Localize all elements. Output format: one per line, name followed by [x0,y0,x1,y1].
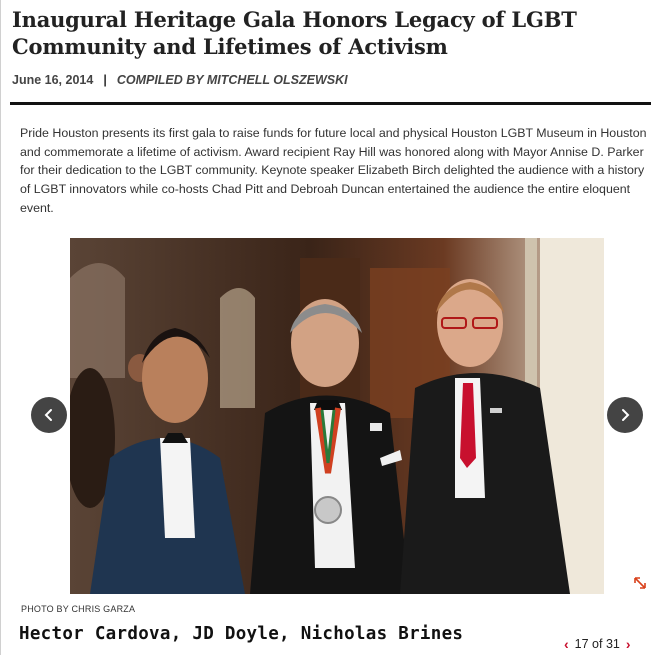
gallery-next-button[interactable] [607,397,643,433]
page-edge [0,0,1,655]
gallery-prev-button[interactable] [31,397,67,433]
byline [12,73,348,87]
gallery-pager [564,636,631,652]
author-credit: COMPILED BY MITCHELL OLSZEWSKI [116,73,348,87]
gallery-photo [70,238,604,594]
gallery-description: Pride Houston presents its first gala to raise funds for future local and physical Houston LGBT Museum in Houston and commemorate a lifetime of activism. Award recipient Ray Hill was honored along with Mayor Annise D. Parker for their dedication to the LGBT community. Keynote speaker Elizabeth Birch delighted the audience with a history of LGBT innovators while co-hosts Chad Pitt and Debroah Duncan entertained the audience the entire eloquent event. [20,126,647,215]
photo-credit: PHOTO BY CHRIS GARZA [21,604,136,614]
pager-prev-icon[interactable]: ‹ [564,636,569,652]
chevron-right-icon [618,408,632,422]
photo-caption: Hector Cardova, JD Doyle, Nicholas Brines [19,624,464,644]
photo-illustration [70,238,604,594]
chevron-left-icon [42,408,56,422]
pager-next-icon[interactable]: › [625,636,631,652]
article-headline: Inaugural Heritage Gala Honors Legacy of LGBT Community and Lifetimes of Activism [12,7,577,59]
header-divider [10,102,651,105]
expand-arrows-icon[interactable] [632,575,648,591]
byline-separator: | [103,73,107,87]
publish-date: June 16, 2014 [12,73,94,87]
pager-counter: 17 of 31 [574,637,620,651]
